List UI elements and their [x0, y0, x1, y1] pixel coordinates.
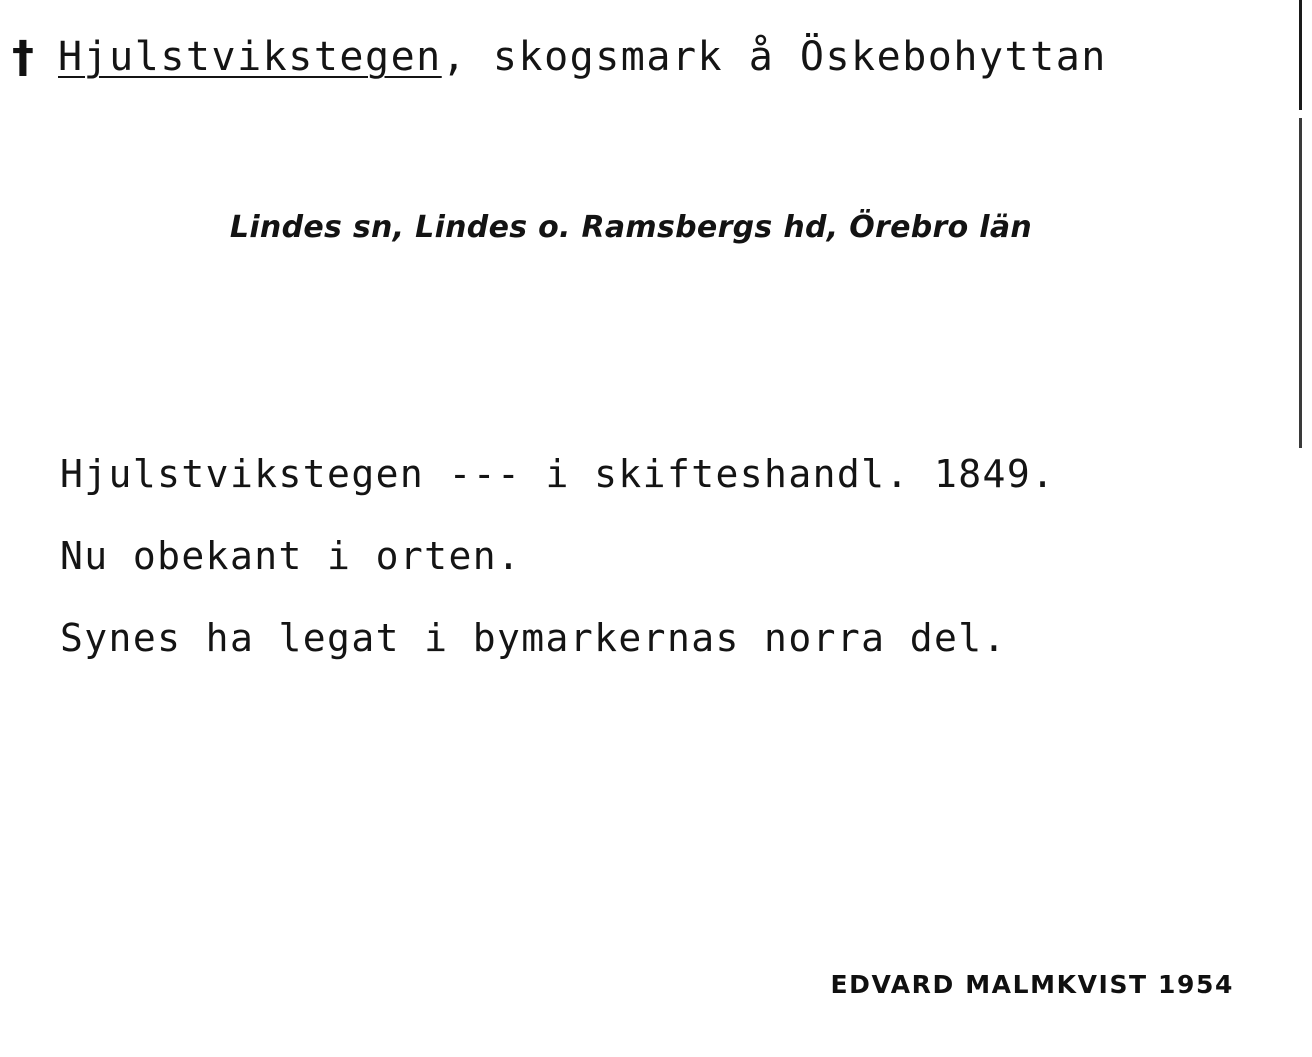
body-text — [60, 452, 1290, 698]
dagger-icon: † — [12, 32, 34, 83]
body-line: Synes ha legat i bymarkernas norra del. — [60, 616, 1007, 660]
place-name: Hjulstvikstegen — [58, 34, 442, 80]
parish-subtitle: Lindes sn, Lindes o. Ramsbergs hd, Örebro län — [229, 210, 1033, 245]
page-title — [58, 34, 1298, 80]
place-description: , skogsmark å Öskebohyttan — [441, 34, 1107, 80]
author-signature: EDVARD MALMKVIST 1954 — [830, 970, 1234, 999]
body-line: Nu obekant i orten. — [60, 534, 522, 578]
body-line: Hjulstvikstegen --- i skifteshandl. 1849. — [60, 452, 1056, 496]
card-edge-rule-lower — [1299, 118, 1302, 448]
card-edge-rule-top — [1299, 0, 1302, 110]
